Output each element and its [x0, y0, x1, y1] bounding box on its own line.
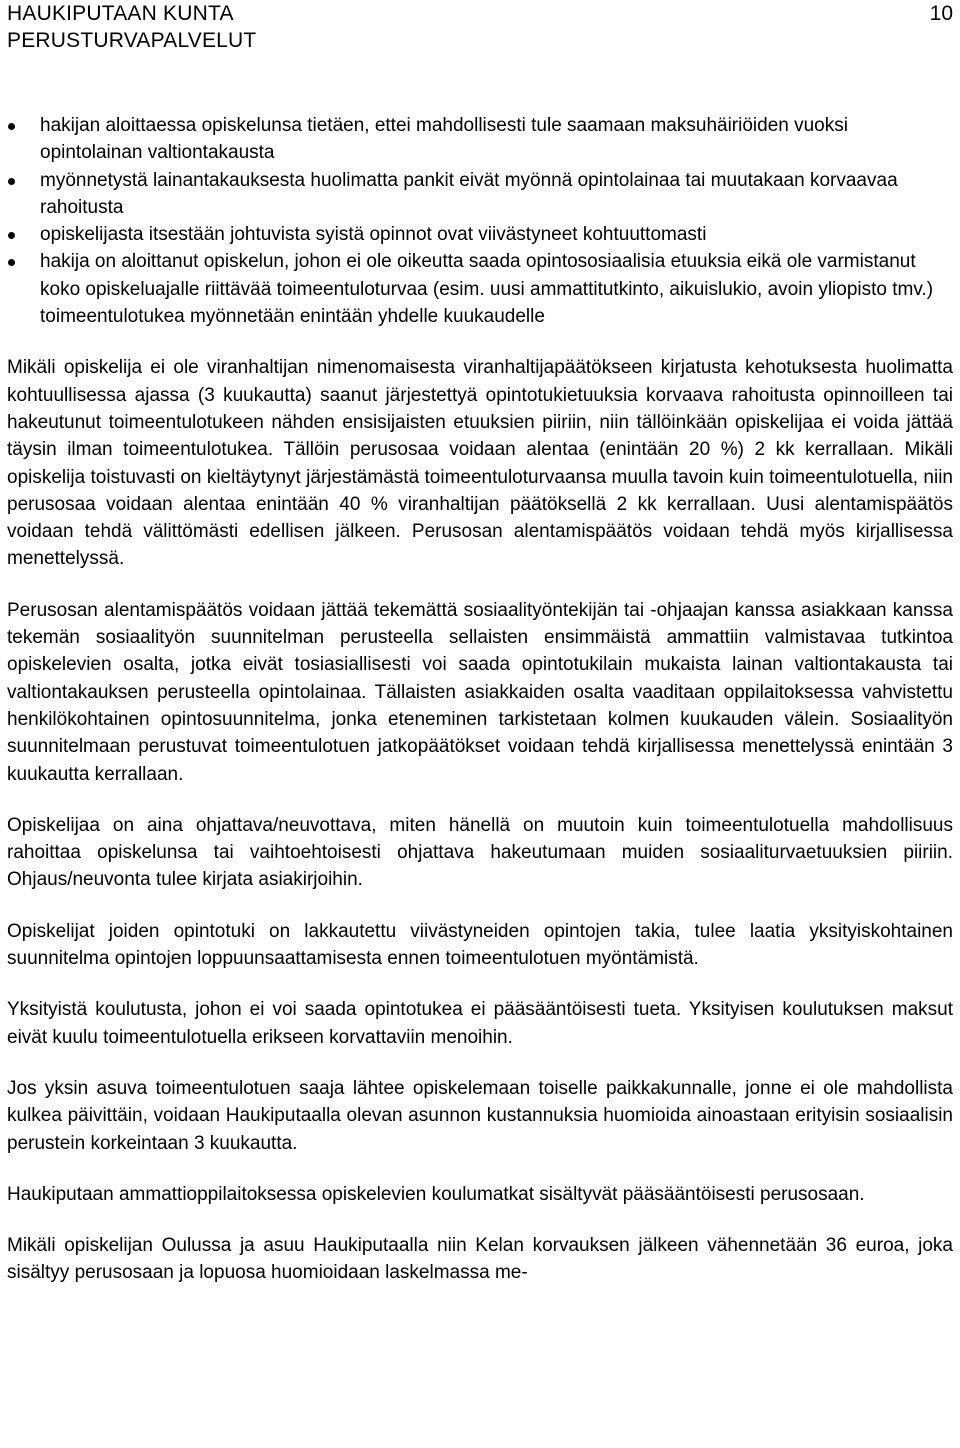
bullet-icon [8, 232, 15, 239]
list-item-text: hakija on aloittanut opiskelun, johon ei ole oikeutta saada opintososiaalisia etuuksia eikä ole varmistanut koko opiskeluajalle riittävää toimeentuloturvaa (esim. uusi ammattitutkinto, aikuislukio, avoin yliopisto tmv.) toimeentulotukea myönnetään enintään yhdelle kuukaudelle [40, 251, 934, 328]
municipality-name: HAUKIPUTAAN KUNTA [7, 2, 234, 25]
paragraph-private-education: Yksityistä koulutusta, johon ei voi saada opintotukea ei pääsääntöisesti tueta. Yksityisen koulutuksen maksut eivät kuulu toimeentulotuella erikseen korvattaviin menoihin. [7, 999, 953, 1048]
bullet-icon [8, 123, 15, 130]
document-body [7, 112, 953, 1287]
list-item-text: myönnetystä lainantakauksesta huolimatta pankit eivät myönnä opintolainaa tai muutakaan korvaavaa rahoitusta [40, 169, 898, 218]
list-item-text: hakijan aloittaessa opiskelunsa tietäen, ettei mahdollisesti tule saamaan maksuhäiriöiden vuoksi opintolainan valtiontakausta [40, 115, 848, 164]
list-item [7, 248, 953, 330]
list-item [7, 112, 953, 167]
bullet-icon [8, 259, 15, 266]
page-number: 10 [929, 2, 953, 25]
paragraph-guidance: Opiskelijaa on aina ohjattava/neuvottava, miten hänellä on muutoin kuin toimeentulotuella mahdollisuus rahoittaa opiskelunsa tai vaihtoehtoisesti ohjattava hakeutumaan muiden sosiaaliturvaetuuksien piiriin. Ohjaus/neuvonta tulee kirjata asiakirjoihin. [7, 814, 953, 891]
list-item [7, 221, 953, 248]
paragraph-oulu: Mikäli opiskelijan Oulussa ja asuu Haukiputaalla niin Kelan korvauksen jälkeen vähennetään 36 euroa, joka sisältyy perusosaan ja lopuosa huomioidaan laskelmassa me- [7, 1235, 953, 1284]
paragraph-travel: Haukiputaan ammattioppilaitoksessa opiskelevien koulumatkat sisältyvät pääsääntöisesti perusosaan. [7, 1183, 865, 1205]
paragraph-exception: Perusosan alentamispäätös voidaan jättää tekemättä sosiaalityöntekijän tai -ohjaajan kanssa asiakkaan kanssa tekemän sosiaalityön suunnitelman perusteella sellaisten ensimmäistä ammattiin valmistavaa tutkintoa opiskelevien osalta, jotka eivät tosiasiallisesti voi saada opintotukilain mukaista lainan valtiontakausta tai valtiontakauksen perusteella opintolainaa. Tällaisten asiakkaiden osalta vaaditaan oppilaitoksessa vahvistettu henkilökohtainen opintosuunnitelma, jonka eteneminen tarkistetaan kolmen kuukauden välein. Sosiaalityön suunnitelmaan perustuvat toimeentulotuen jatkopäätökset voidaan tehdä kirjallisessa menettelyssä enintään 3 kuukautta kerrallaan. [7, 599, 953, 785]
criteria-list [7, 112, 953, 330]
paragraph-plan: Opiskelijat joiden opintotuki on lakkautettu viivästyneiden opintojen takia, tulee laatia yksityiskohtainen suunnitelma opintojen loppuunsaattamisesta ennen toimeentulotuen myöntämistä. [7, 920, 953, 970]
list-item-text: opiskelijasta itsestään johtuvista syistä opinnot ovat viivästyneet kohtuuttomasti [40, 224, 707, 246]
page-header [7, 0, 953, 54]
paragraph-housing: Jos yksin asuva toimeentulotuen saaja lähtee opiskelemaan toiselle paikkakunnalle, jonne ei ole mahdollista kulkea päivittäin, voidaan Haukiputaalla olevan asunnon kustannuksia huomioida ainoastaan erityisin sosiaalisin perustein korkeintaan 3 kuukautta. [7, 1077, 953, 1154]
paragraph-reduction: Mikäli opiskelija ei ole viranhaltijan nimenomaisesta viranhaltijapäätökseen kirjatusta kehotuksesta huolimatta kohtuullisessa ajassa (3 kuukautta) saanut järjestettyä opintotukietuuksia korvaava rahoitusta opinnoilleen tai hakeutunut toimeentulotukeen nähden ensisijaisten etuuksien piiriin, niin tällöinkään opiskelijaa ei voida jättää täysin ilman toimeentulotukea. Tällöin perusosaa voidaan alentaa (enintään 20 %) 2 kk kerrallaan. Mikäli opiskelija toistuvasti on kieltäytynyt järjestämästä toimeentuloturvaansa muulla tavoin kuin toimeentulotuella, niin perusosaa voidaan alentaa enintään 40 % viranhaltijan päätöksellä 2 kk kerrallaan. Uusi alentamispäätös voidaan tehdä välittömästi edellisen jälkeen. Perusosan alentamispäätös voidaan tehdä myös kirjallisessa menettelyssä. [7, 357, 953, 570]
bullet-icon [8, 178, 15, 185]
list-item [7, 167, 953, 222]
department-name: PERUSTURVAPALVELUT [7, 29, 257, 52]
